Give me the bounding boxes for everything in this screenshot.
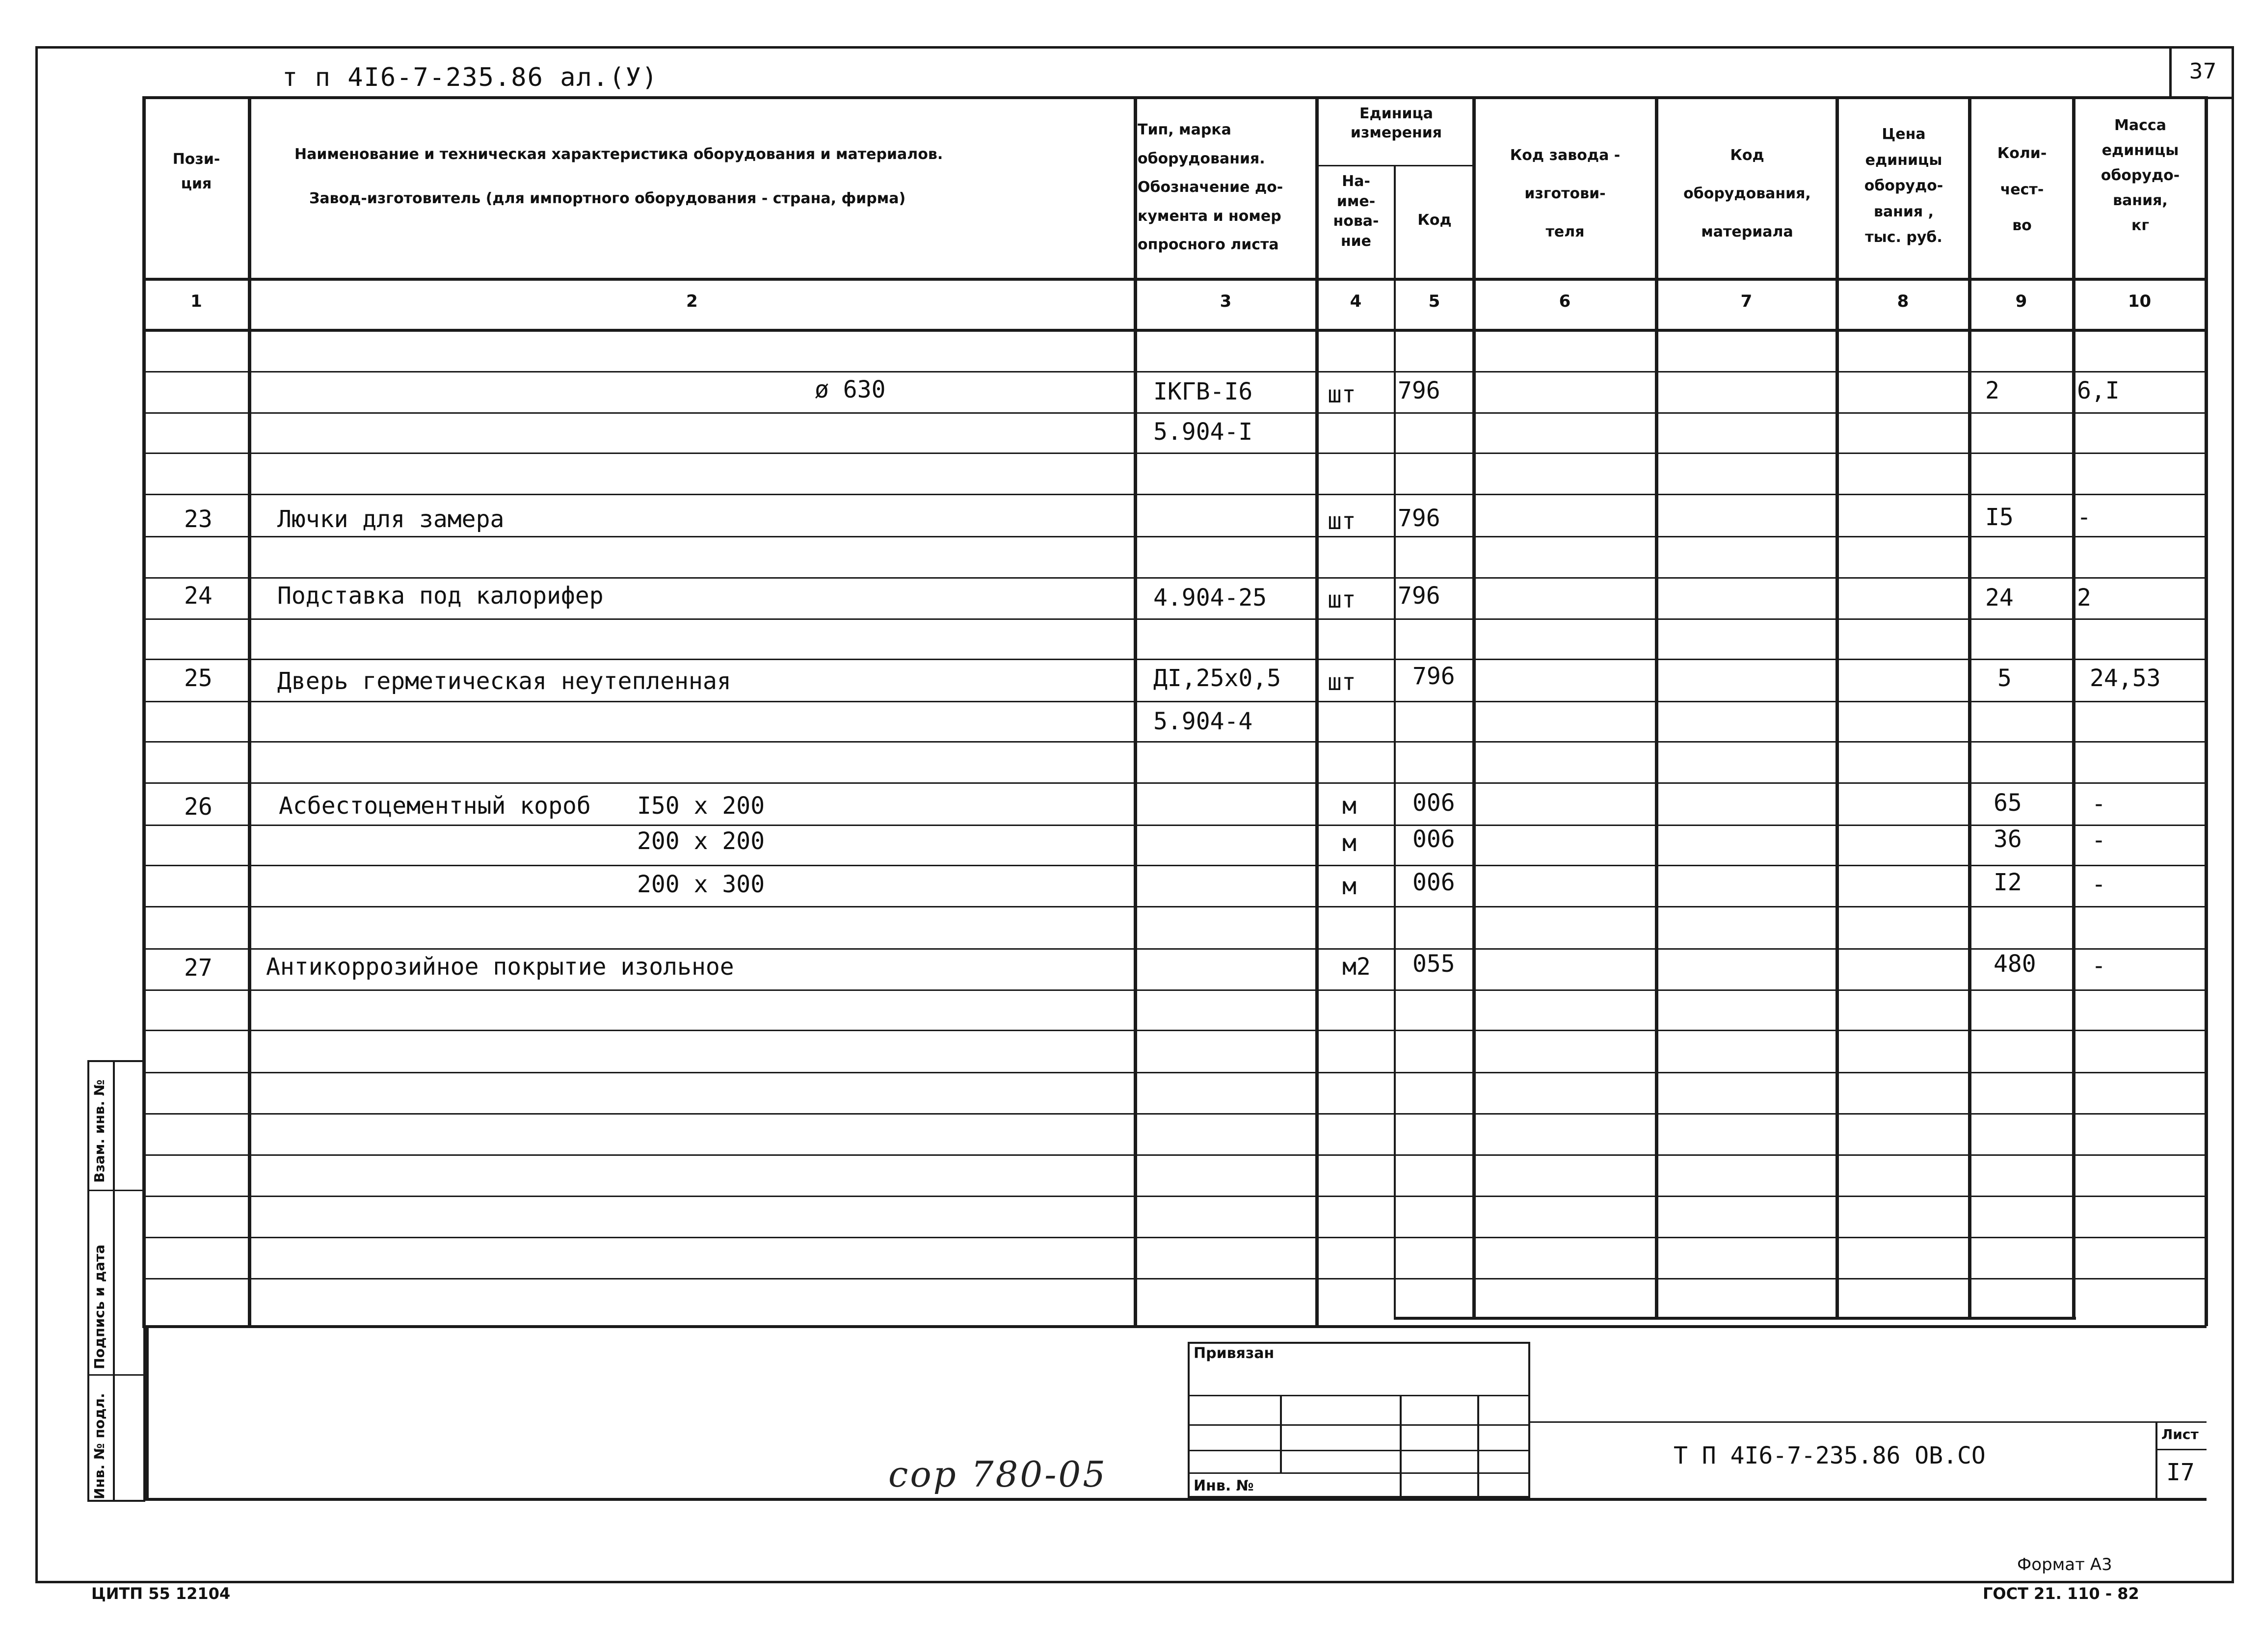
table-cell-code: 006: [1412, 869, 1455, 896]
table-cell-mass: -: [2092, 826, 2106, 854]
col-number: 10: [2128, 292, 2152, 311]
header-mass: Масса единицы оборудо- вания, кг: [2101, 117, 2180, 234]
table-cell-unit: м: [1342, 873, 1357, 900]
table-cell-size: 200 х 200: [637, 827, 765, 855]
table-bottom-inner: [1394, 1317, 2076, 1320]
table-cell-code: 006: [1412, 826, 1455, 853]
header-unit-code: Код: [1417, 212, 1452, 229]
table-cell-qty: 480: [1994, 950, 2036, 978]
sheet-label: Лист: [2161, 1426, 2199, 1442]
table-cell-unit: м2: [1342, 953, 1371, 981]
header-bottom-line: [142, 278, 2207, 281]
table-cell-qty: I5: [1985, 504, 2014, 531]
col-number: 7: [1740, 292, 1753, 311]
table-cell-pos: 24: [184, 582, 213, 610]
sheet-number-top: 37: [2169, 46, 2234, 99]
side-label-inv-podl: Инв. № подл.: [91, 1393, 107, 1499]
table-cell-name: Асбестоцементный короб: [279, 792, 591, 820]
table-cell-code: 796: [1398, 505, 1440, 532]
header-name-line2: Завод-изготовитель (для импортного оборудования - страна, фирма): [309, 190, 906, 207]
table-cell-unit: шт: [1328, 381, 1356, 408]
col-line: [248, 96, 251, 1326]
header-factory-code: Код завода - изготови- теля: [1510, 147, 1621, 240]
header-price: Цена единицы оборудо- вания , тыс. руб.: [1864, 126, 1943, 246]
table-cell-unit: шт: [1328, 586, 1356, 613]
table-cell-qty: 65: [1994, 789, 2022, 817]
table-cell-pos: 25: [184, 665, 213, 692]
format-label: Формат А3: [2017, 1555, 2112, 1574]
table-cell-mass: -: [2092, 871, 2106, 898]
table-cell-name: Подставка под калорифер: [277, 582, 604, 610]
header-equip-code: Код оборудования, материала: [1683, 147, 1811, 240]
table-cell-code: 055: [1412, 950, 1455, 978]
table-cell-name: ø 630: [815, 376, 886, 403]
table-cell-name: Антикоррозийное покрытие изольное: [266, 953, 734, 981]
table-cell-unit: м: [1342, 829, 1357, 857]
table-cell-mass: 24,53: [2090, 665, 2161, 692]
col-number: 2: [686, 292, 698, 311]
table-cell-type: 4.904-25: [1153, 584, 1267, 612]
col-number: 9: [2015, 292, 2027, 311]
table-cell-unit: шт: [1328, 507, 1356, 535]
header-name-line1: Наименование и техническая характеристика оборудования и материалов.: [294, 146, 943, 163]
table-cell-type: 5.904-4: [1153, 708, 1253, 735]
col-number: 4: [1350, 292, 1362, 311]
table-cell-mass: -: [2092, 952, 2106, 980]
header-unit-name: На- име- нова- ние: [1333, 173, 1379, 250]
table-cell-code: 796: [1398, 377, 1440, 404]
header-unit-group: Единица измерения: [1350, 105, 1442, 141]
footer-right: ГОСТ 21. 110 - 82: [1983, 1584, 2139, 1603]
col-number: 6: [1559, 292, 1571, 311]
col-line: [1472, 96, 1476, 1318]
footer-left: ЦИТП 55 12104: [91, 1584, 231, 1603]
col-number: 1: [190, 292, 202, 311]
table-cell-type: 5.904-I: [1153, 418, 1253, 446]
table-cell-name: Лючки для замера: [277, 506, 505, 533]
table-cell-qty: 36: [1994, 826, 2022, 853]
table-top-border: [142, 96, 2207, 99]
column-number-bottom-line: [142, 329, 2207, 332]
document-code-top: т п 4I6-7-235.86 ал.(У): [282, 63, 659, 92]
table-cell-qty: 24: [1985, 584, 2014, 612]
table-cell-qty: 2: [1985, 377, 1999, 404]
table-cell-mass: -: [2092, 790, 2106, 818]
table-cell-name: Дверь герметическая неутепленная: [277, 667, 731, 695]
title-doc-code: Т П 4I6-7-235.86 ОВ.СО: [1674, 1442, 1986, 1469]
table-cell-qty: I2: [1994, 869, 2022, 896]
table-cell-size: 200 х 300: [637, 871, 765, 898]
table-cell-code: 796: [1398, 582, 1440, 610]
table-cell-mass: -: [2077, 504, 2091, 531]
col-line: [2072, 96, 2075, 1318]
table-cell-size: I50 х 200: [637, 792, 765, 820]
table-cell-code: 006: [1412, 789, 1455, 817]
sheet-value: I7: [2166, 1459, 2195, 1486]
table-cell-pos: 23: [184, 506, 213, 533]
handwritten-note: сор 780-05: [888, 1454, 1108, 1495]
table-cell-pos: 27: [184, 954, 213, 982]
col-line: [1835, 96, 1839, 1318]
table-cell-code: 796: [1412, 663, 1455, 690]
col-line: [1134, 96, 1137, 1326]
col-number: 5: [1428, 292, 1440, 311]
col-number: 3: [1220, 292, 1232, 311]
table-cell-mass: 6,I: [2077, 377, 2120, 404]
table-cell-pos: 26: [184, 793, 213, 821]
table-cell-mass: 2: [2077, 584, 2091, 612]
side-label-vzam: Взам. инв. №: [91, 1079, 107, 1183]
bottom-border: [145, 1498, 2207, 1501]
col-line: [1968, 96, 1971, 1318]
inv-no-label: Инв. №: [1194, 1477, 1254, 1494]
side-label-podpis: Подпись и дата: [91, 1244, 107, 1369]
table-cell-type: ДI,25х0,5: [1153, 665, 1281, 692]
col-line: [1655, 96, 1658, 1318]
col-line: [1315, 96, 1319, 1326]
header-pos: Пози- ция: [172, 151, 220, 192]
header-type: Тип, марка оборудования. Обозначение до- кумента и номер опросного листа: [1138, 121, 1283, 253]
table-bottom-border: [142, 1325, 2207, 1328]
header-qty: Коли- чест- во: [1997, 145, 2047, 234]
privyazan-label: Привязан: [1194, 1345, 1275, 1362]
table-cell-qty: 5: [1997, 665, 2012, 692]
table-cell-unit: шт: [1328, 668, 1356, 696]
col-number: 8: [1897, 292, 1909, 311]
table-cell-unit: м: [1342, 792, 1357, 820]
table-cell-type: IКГВ-I6: [1153, 378, 1253, 405]
